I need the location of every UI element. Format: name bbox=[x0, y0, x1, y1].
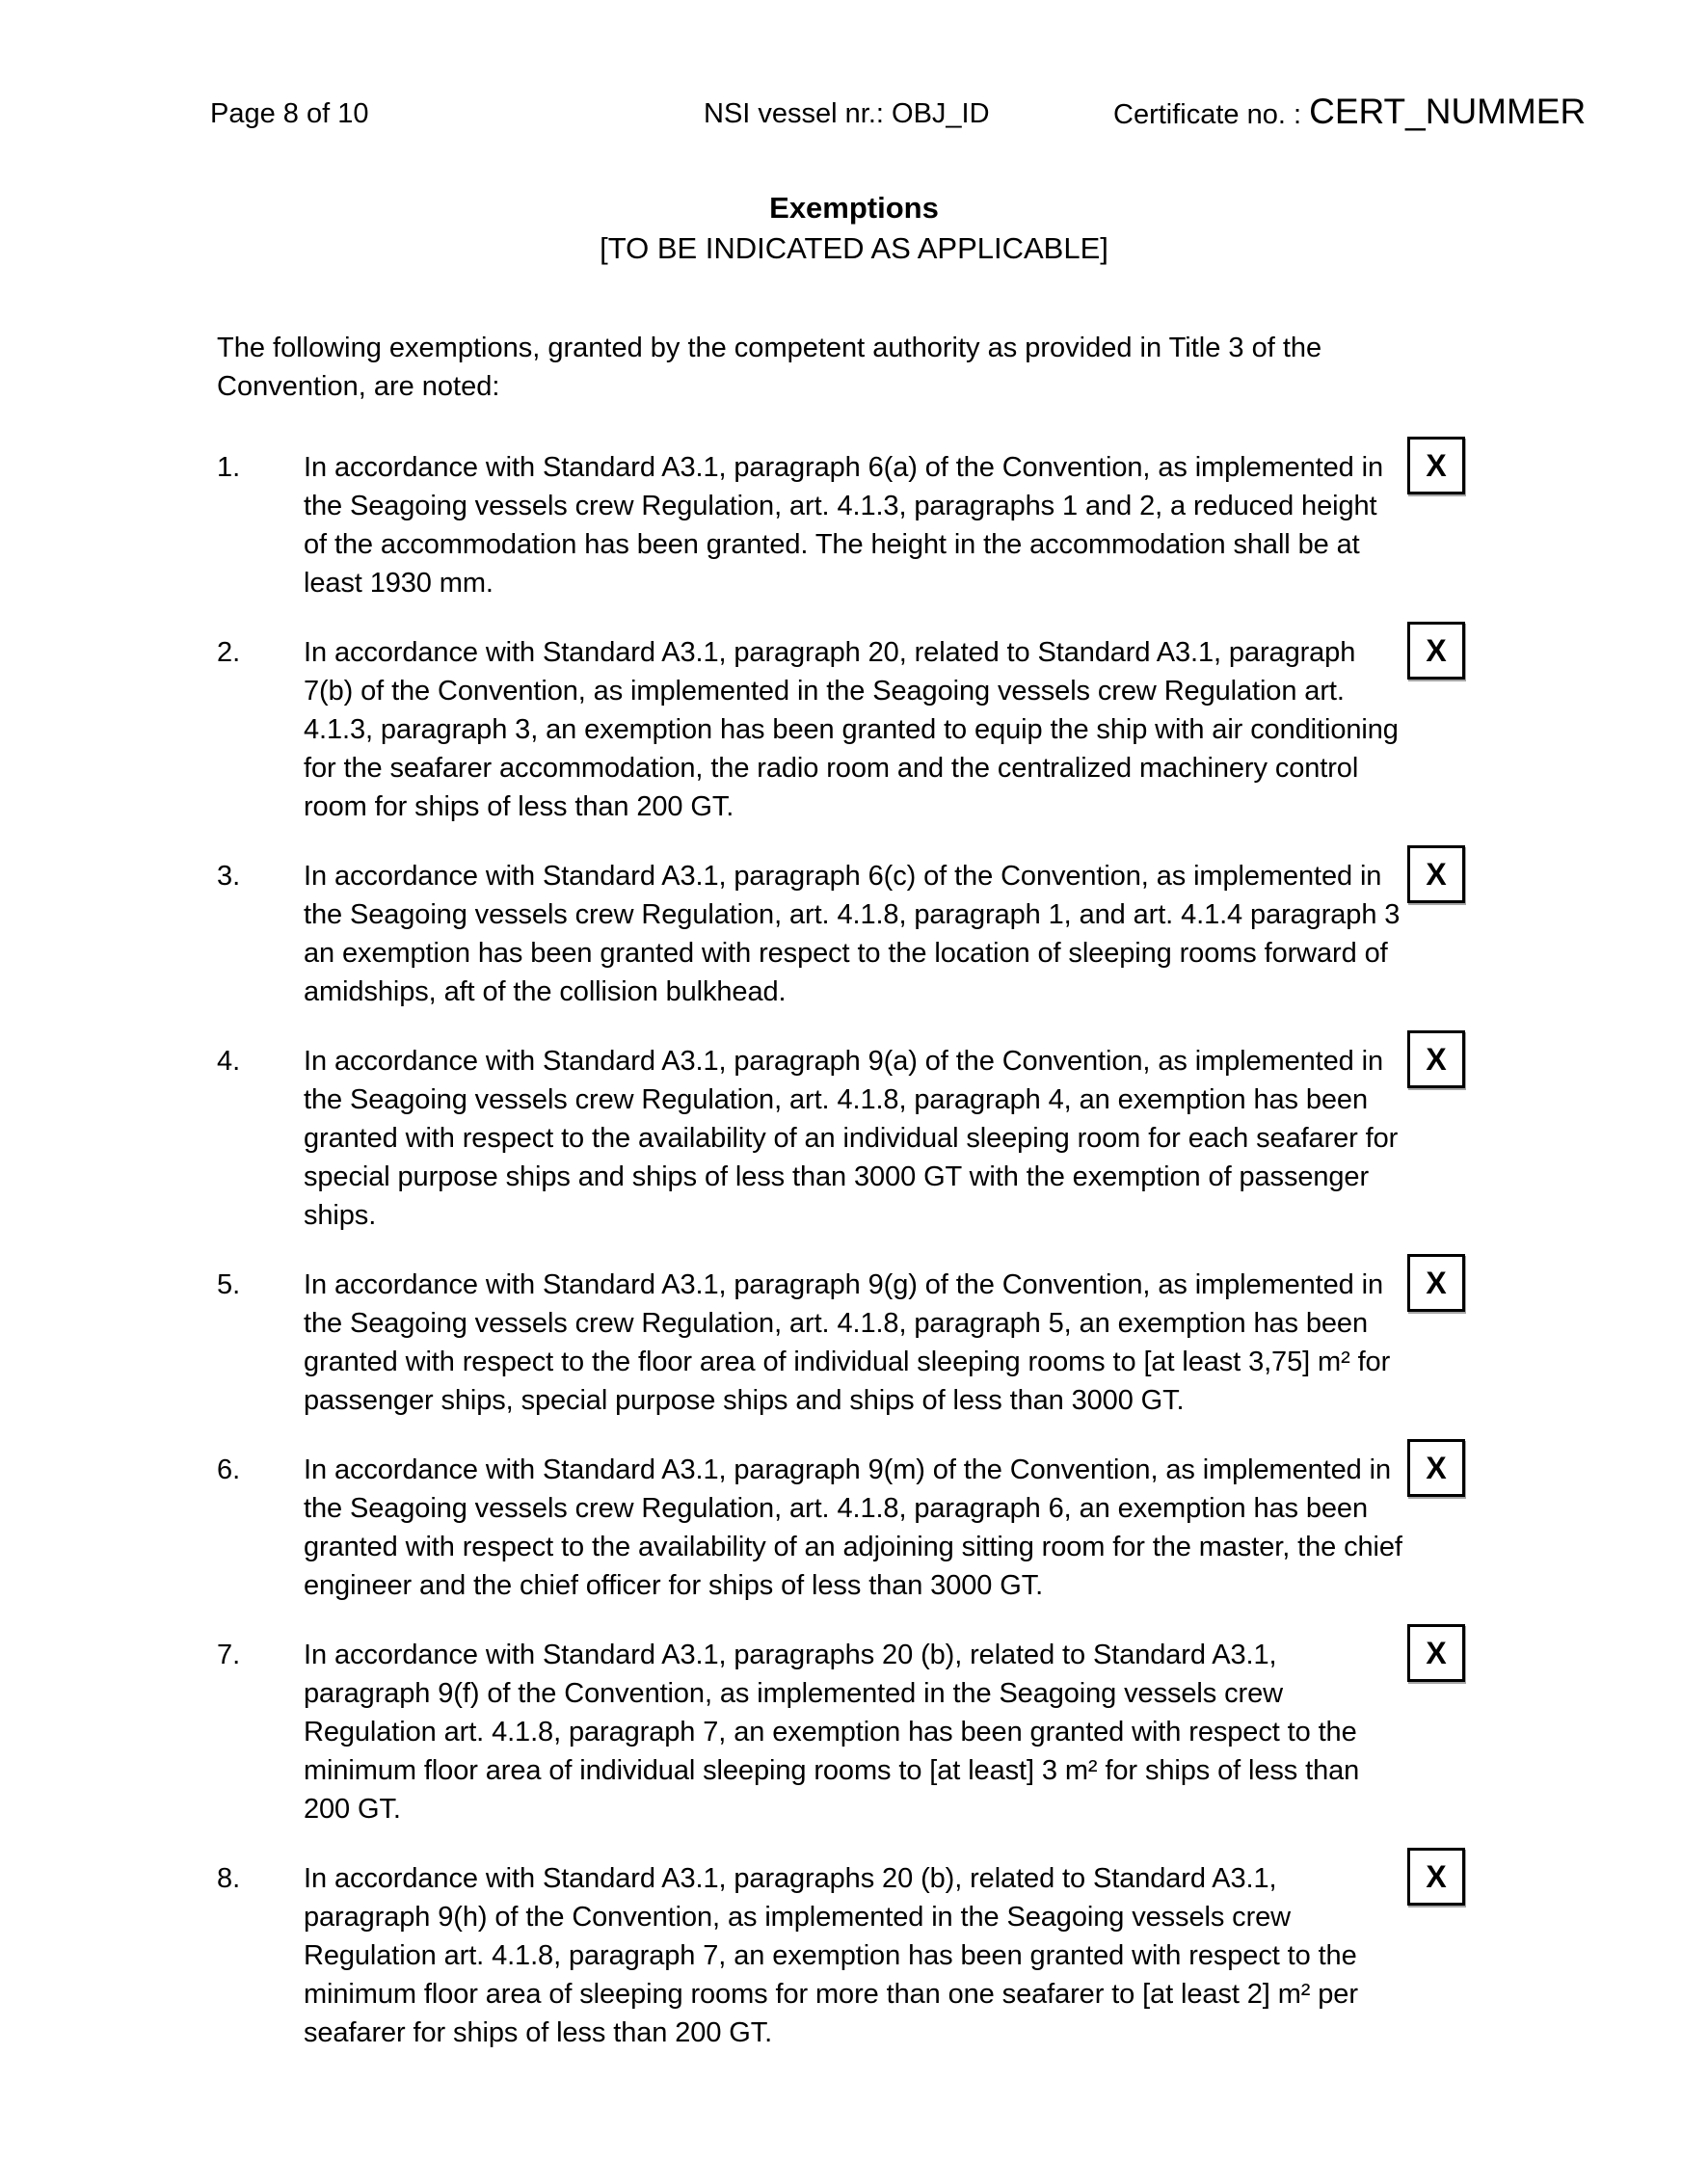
item-text: In accordance with Standard A3.1, paragraph 9(m) of the Convention, as implemented in the Seagoing vessels crew Regulation, art. 4.1.8, paragraph 6, an exemption has been granted with respect to the availability of an adjoining sitting room for the master, the chief engineer and the chief officer for ships of less than 3000 GT. bbox=[304, 1454, 1402, 1601]
title-note: [TO BE INDICATED AS APPLICABLE] bbox=[600, 231, 1108, 265]
checkbox-x-mark: X bbox=[1426, 633, 1447, 668]
exemption-7-checkbox[interactable] bbox=[1407, 1624, 1465, 1682]
item-number: 3. bbox=[217, 861, 241, 892]
exemption-3-checkbox[interactable] bbox=[1407, 845, 1465, 903]
title-block bbox=[0, 188, 1708, 269]
exemption-item-2 bbox=[217, 633, 1465, 826]
exemption-8-checkbox[interactable] bbox=[1407, 1848, 1465, 1906]
exemption-item-6 bbox=[217, 1451, 1465, 1605]
item-number: 5. bbox=[217, 1269, 241, 1300]
exemption-item-5 bbox=[217, 1266, 1465, 1420]
certificate-number-label: Certificate no. : bbox=[1113, 99, 1302, 130]
page-title: Exemptions bbox=[769, 191, 939, 225]
vessel-number: NSI vessel nr.: OBJ_ID bbox=[704, 98, 990, 129]
item-number: 8. bbox=[217, 1863, 241, 1894]
page-number: Page 8 of 10 bbox=[210, 98, 369, 129]
item-number: 7. bbox=[217, 1640, 241, 1670]
item-text: In accordance with Standard A3.1, paragraph 9(g) of the Convention, as implemented in the Seagoing vessels crew Regulation, art. 4.1.8, paragraph 5, an exemption has been granted with respect to the floor area of individual sleeping rooms to [at least 3,75] m² for passenger ships, special purpose ships and ships of less than 3000 GT. bbox=[304, 1269, 1391, 1416]
item-text: In accordance with Standard A3.1, paragraphs 20 (b), related to Standard A3.1, paragraph 9(h) of the Convention, as implemented in the Seagoing vessels crew Regulation art. 4.1.8, paragraph 7, an exemption has been granted with respect to the minimum floor area of sleeping rooms for more than one seafarer to [at least 2] m² per seafarer for ships of less than 200 GT. bbox=[304, 1863, 1358, 2048]
checkbox-x-mark: X bbox=[1426, 857, 1447, 892]
exemption-item-7 bbox=[217, 1636, 1465, 1828]
item-text: In accordance with Standard A3.1, paragraph 9(a) of the Convention, as implemented in the Seagoing vessels crew Regulation, art. 4.1.8, paragraph 4, an exemption has been granted with respect to the availability of an individual sleeping room for each seafarer for special purpose ships and ships of less than 3000 GT with the exemption of passenger ships. bbox=[304, 1046, 1399, 1231]
exemption-item-1 bbox=[217, 448, 1465, 602]
exemption-item-4 bbox=[217, 1042, 1465, 1235]
exemption-6-checkbox[interactable] bbox=[1407, 1439, 1465, 1497]
checkbox-x-mark: X bbox=[1426, 1042, 1447, 1077]
exemption-list bbox=[217, 448, 1465, 2052]
exemption-item-8 bbox=[217, 1859, 1465, 2052]
item-number: 1. bbox=[217, 452, 241, 483]
item-text: In accordance with Standard A3.1, paragraph 6(c) of the Convention, as implemented in the Seagoing vessels crew Regulation, art. 4.1.8, paragraph 1, and art. 4.1.4 paragraph 3 an exemption has been granted with respect to the location of sleeping rooms forward of amidships, aft of the collision bulkhead. bbox=[304, 861, 1401, 1007]
item-number: 6. bbox=[217, 1454, 241, 1485]
checkbox-x-mark: X bbox=[1426, 1636, 1447, 1670]
exemption-item-3 bbox=[217, 857, 1465, 1011]
checkbox-x-mark: X bbox=[1426, 1266, 1447, 1300]
item-text: In accordance with Standard A3.1, paragraph 6(a) of the Convention, as implemented in the Seagoing vessels crew Regulation, art. 4.1.3, paragraphs 1 and 2, a reduced height of the accommodation has been granted. The height in the accommodation shall be at least 1930 mm. bbox=[304, 452, 1383, 599]
checkbox-x-mark: X bbox=[1426, 1451, 1447, 1485]
exemption-2-checkbox[interactable] bbox=[1407, 622, 1465, 680]
exemption-4-checkbox[interactable] bbox=[1407, 1030, 1465, 1088]
checkbox-x-mark: X bbox=[1426, 1859, 1447, 1894]
exemption-5-checkbox[interactable] bbox=[1407, 1254, 1465, 1312]
certificate-number-value: CERT_NUMMER bbox=[1309, 92, 1587, 131]
exemption-1-checkbox[interactable] bbox=[1407, 437, 1465, 494]
item-text: In accordance with Standard A3.1, paragraphs 20 (b), related to Standard A3.1, paragraph 9(f) of the Convention, as implemented in the Seagoing vessels crew Regulation art. 4.1.8, paragraph 7, an exemption has been granted with respect to the minimum floor area of individual sleeping rooms to [at least] 3 m² for ships of less than 200 GT. bbox=[304, 1640, 1360, 1825]
item-number: 4. bbox=[217, 1046, 241, 1077]
checkbox-x-mark: X bbox=[1426, 448, 1447, 483]
item-text: In accordance with Standard A3.1, paragraph 20, related to Standard A3.1, paragraph 7(b) of the Convention, as implemented in the Seagoing vessels crew Regulation art. 4.1.3, paragraph 3, an exemption has been granted to equip the ship with air conditioning for the seafarer accommodation, the radio room and the centralized machinery control room for ships of less than 200 GT. bbox=[304, 637, 1399, 822]
intro-paragraph: The following exemptions, granted by the competent authority as provided in Title 3 of the Convention, are noted: bbox=[217, 333, 1322, 402]
item-number: 2. bbox=[217, 637, 241, 668]
